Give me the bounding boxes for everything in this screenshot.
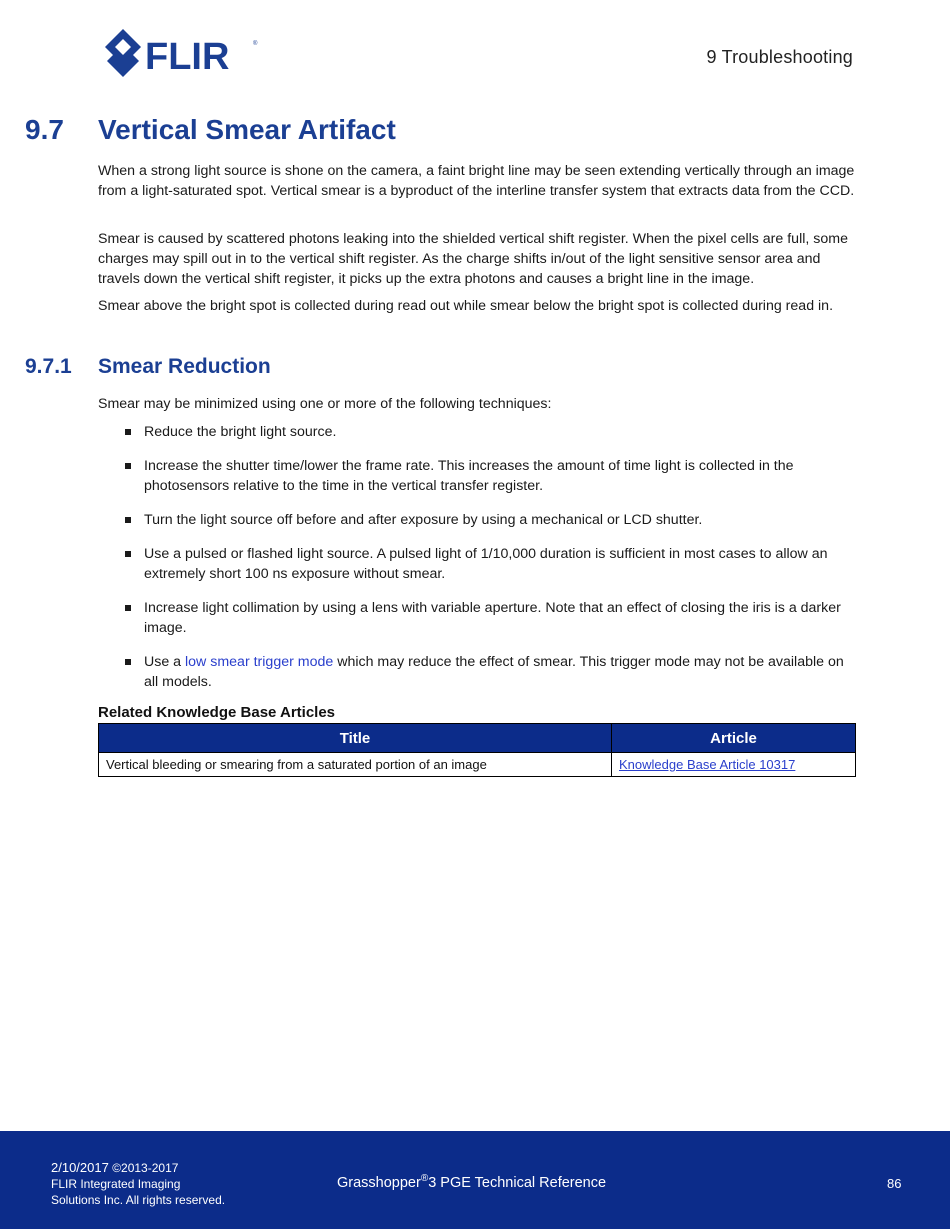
section-number: 9.7: [25, 114, 64, 145]
page-number: 86: [887, 1176, 902, 1191]
bullet-square-icon: [125, 659, 131, 665]
footer-copyright: ©2013-2017: [112, 1161, 179, 1175]
list-item: Reduce the bright light source.: [98, 422, 860, 442]
footer-company-line1: FLIR Integrated Imaging: [51, 1177, 181, 1191]
paragraph-2: Smear is caused by scattered photons leaking into the shielded vertical shift register. When the pixel cells are full, some charges may spill out in to the vertical shift register. As the charge shifts in/out of the light sensitive sensor area and travels down the vertical shift register, it picks up the extra photons and causes a bright line in the image.: [98, 231, 848, 287]
subsection-intro: Smear may be minimized using one or more of the following techniques:: [98, 396, 552, 412]
subsection-number: 9.7.1: [25, 355, 72, 378]
list-item: Use a low smear trigger mode which may reduce the effect of smear. This trigger mode may not be available on all models.: [98, 652, 860, 692]
svg-text:®: ®: [253, 41, 258, 47]
kb-heading: Related Knowledge Base Articles: [98, 704, 336, 721]
kb-article-title: Vertical bleeding or smearing from a saturated portion of an image: [99, 753, 612, 777]
footer-left: [51, 1160, 225, 1208]
bullet-square-icon: [125, 551, 131, 557]
list-item: Turn the light source off before and after exposure by using a mechanical or LCD shutter.: [98, 510, 860, 530]
footer-doc-title: Grasshopper®3 PGE Technical Reference: [337, 1173, 607, 1191]
techniques-list: [98, 422, 860, 706]
kb-article-link[interactable]: Knowledge Base Article 10317: [619, 757, 796, 772]
paragraph-3: Smear above the bright spot is collected during read out while smear below the bright spot is collected during read in.: [98, 298, 834, 314]
flir-logo: [105, 29, 260, 81]
logo-text: FLIR: [145, 36, 230, 78]
bullet-square-icon: [125, 463, 131, 469]
table-row: [99, 753, 856, 777]
footer-date: 2/10/2017: [51, 1160, 109, 1175]
list-item: Use a pulsed or flashed light source. A pulsed light of 1/10,000 duration is sufficient in most cases to allow an extremely short 100 ns exposure without smear.: [98, 544, 860, 584]
low-smear-trigger-mode-link[interactable]: low smear trigger mode: [185, 654, 334, 670]
bullet-square-icon: [125, 429, 131, 435]
list-item: Increase light collimation by using a lens with variable aperture. Note that an effect of closing the iris is a darker image.: [98, 598, 860, 638]
column-header-article: Article: [612, 724, 856, 753]
footer-company-line2: Solutions Inc. All rights reserved.: [51, 1193, 226, 1207]
chapter-title: 9 Troubleshooting: [706, 47, 853, 67]
kb-table: [98, 723, 856, 777]
kb-article-cell: [612, 753, 856, 777]
section-title: Vertical Smear Artifact: [98, 114, 396, 145]
column-header-title: Title: [99, 724, 612, 753]
page-footer: [0, 1131, 950, 1229]
paragraph-1: When a strong light source is shone on the camera, a faint bright line may be seen extending vertically through an image from a light-saturated spot. Vertical smear is a byproduct of the interline transfer system that extracts data from the CCD.: [98, 163, 855, 199]
table-header-row: [99, 724, 856, 753]
bullet-square-icon: [125, 605, 131, 611]
list-item: Increase the shutter time/lower the frame rate. This increases the amount of time light is collected in the photosensors relative to the time in the vertical transfer register.: [98, 456, 860, 496]
bullet-square-icon: [125, 517, 131, 523]
subsection-title: Smear Reduction: [98, 355, 271, 378]
